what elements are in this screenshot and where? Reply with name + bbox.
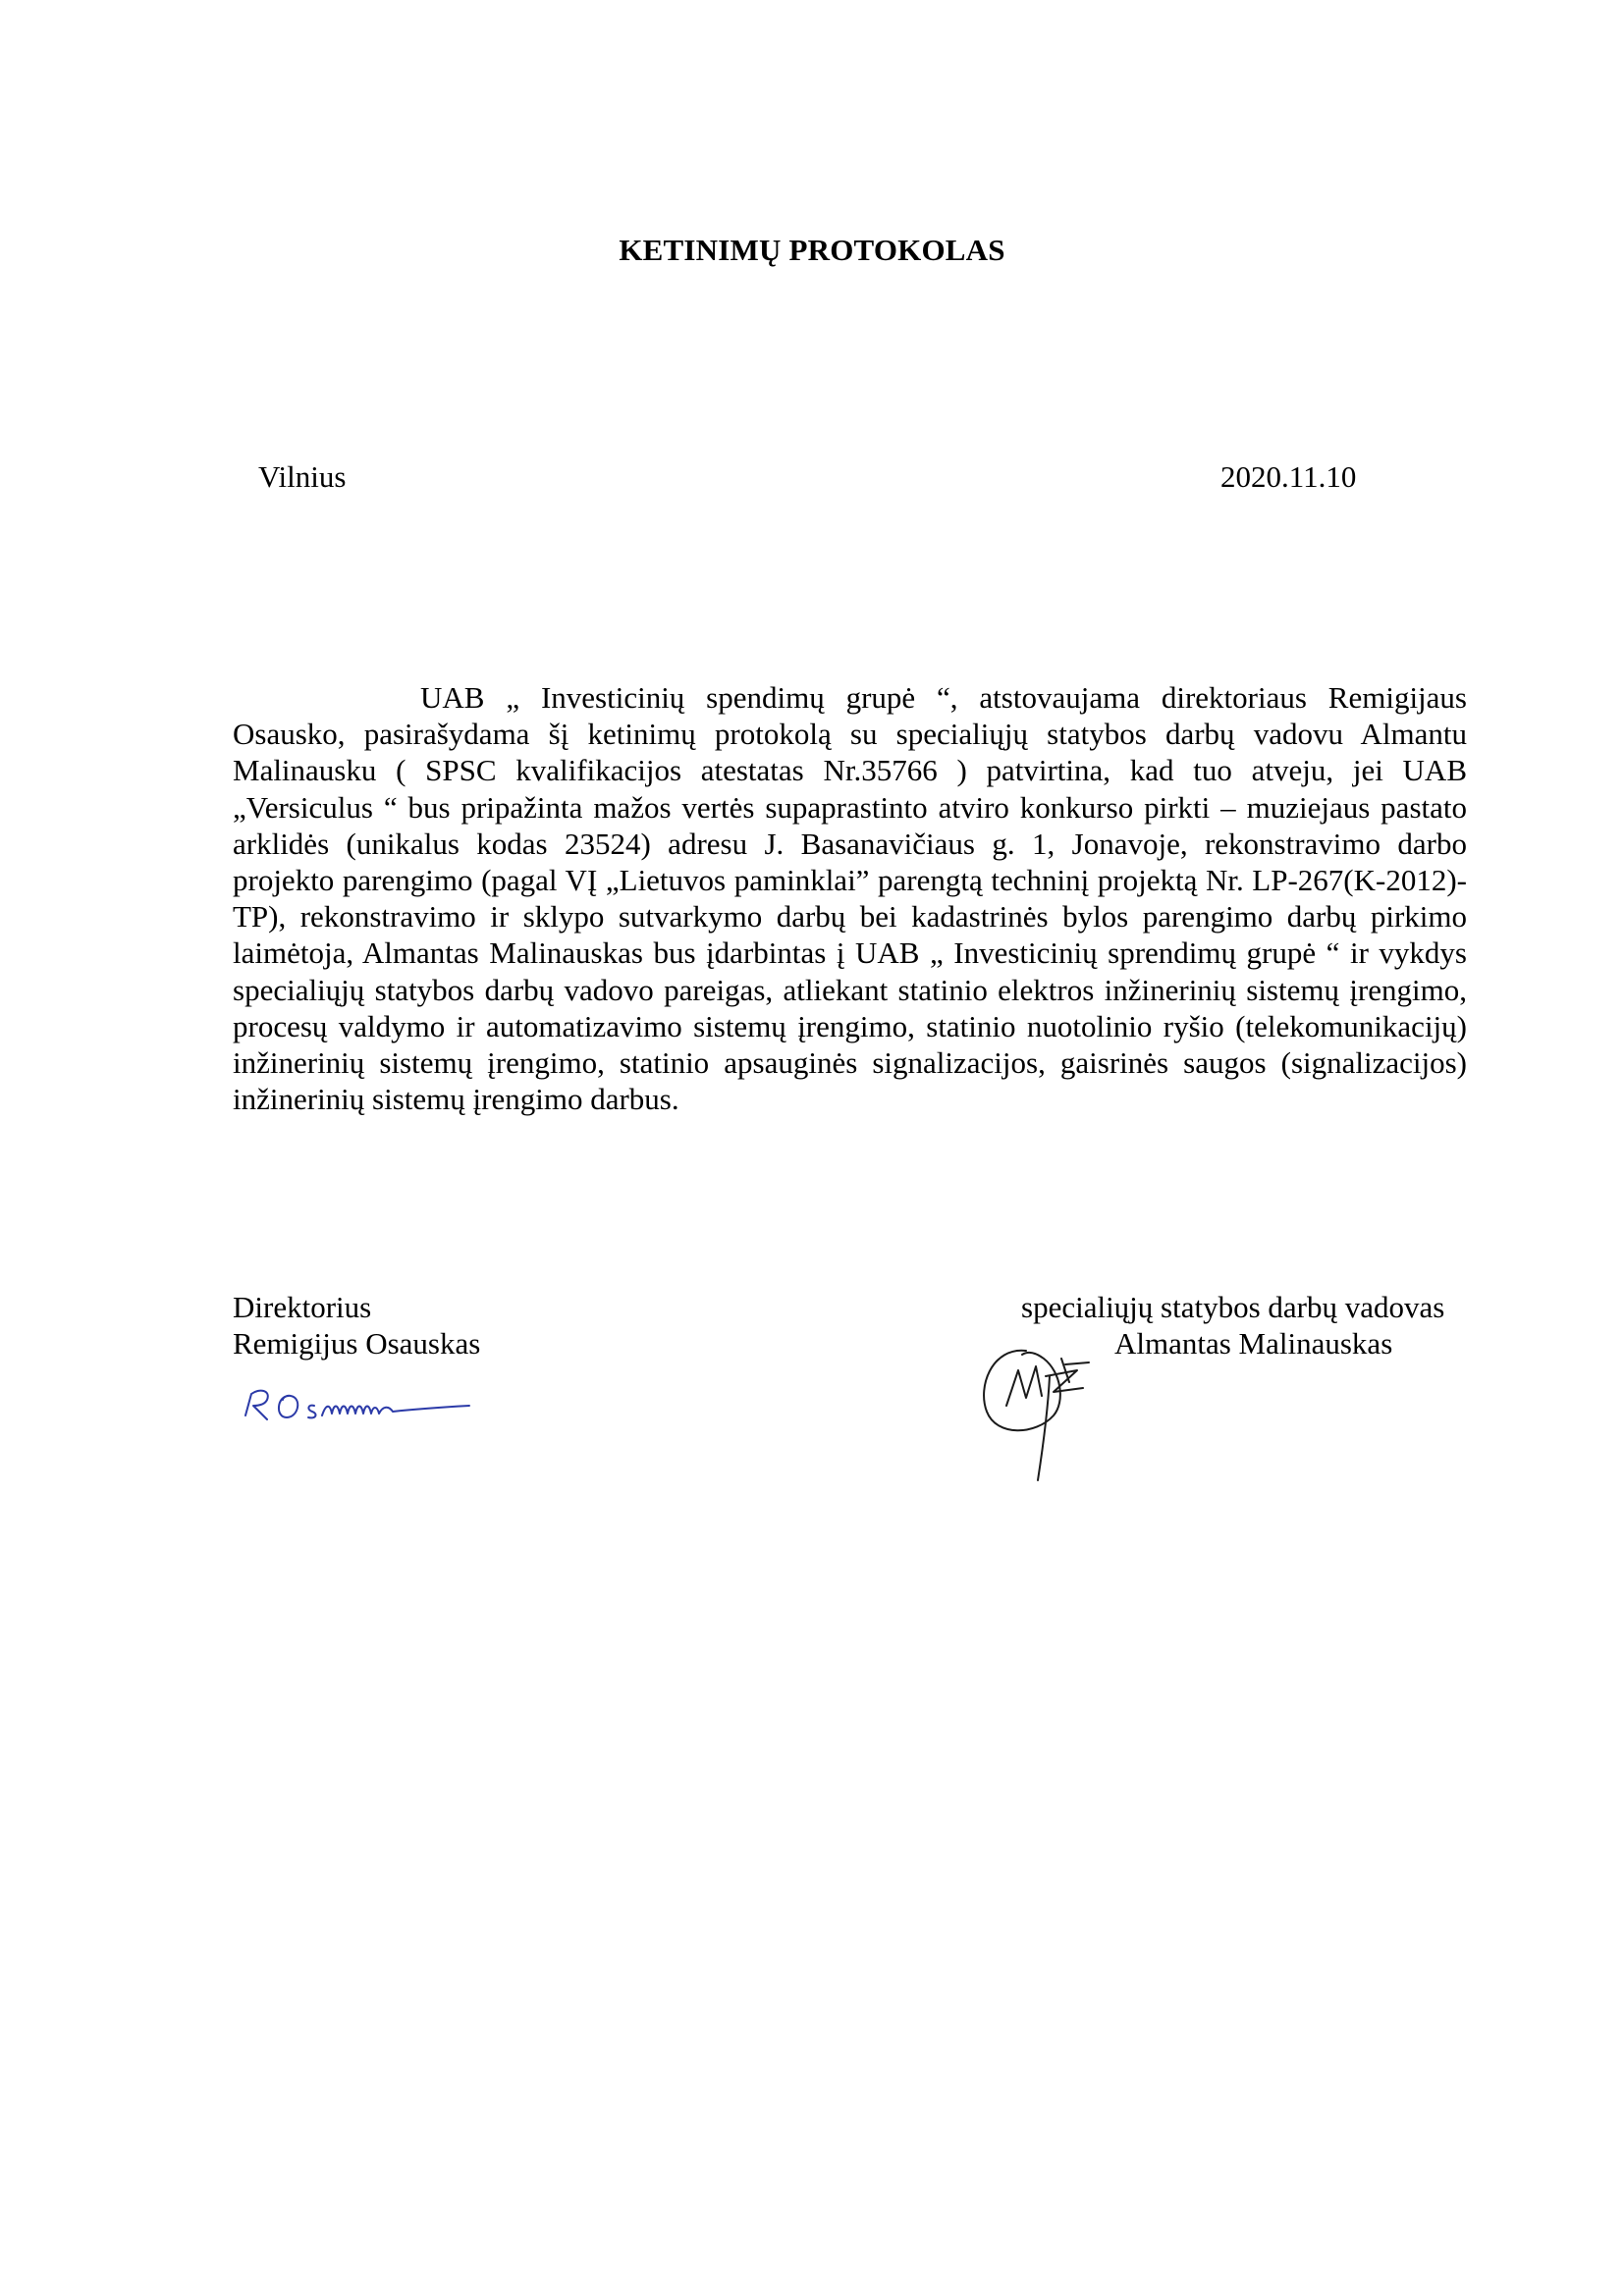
signatory-right-role: specialiųjų statybos darbų vadovas — [1021, 1290, 1445, 1324]
signature-right-image — [967, 1337, 1114, 1484]
document-title: KETINIMŲ PROTOKOLAS — [619, 233, 1005, 267]
signatory-left-name: Remigijus Osauskas — [233, 1326, 481, 1361]
signature-left-image — [238, 1376, 493, 1435]
signatory-right-name: Almantas Malinauskas — [1114, 1326, 1393, 1361]
document-date: 2020.11.10 — [1220, 459, 1357, 494]
signatory-left-role: Direktorius — [233, 1290, 372, 1324]
document-body: UAB „ Investicinių spendimų grupė “, atstovaujama direktoriaus Remigijaus Osausko, pasirašydama šį ketinimų protokolą su specialiųjų statybos darbų vadovu Almantu Malinausku ( SPSC kvalifikacijos atestatas Nr.35766 ) patvirtina, kad tuo atveju, jei UAB „Versiculus “ bus pripažinta mažos vertės supaprastinto atviro konkurso pirkti – muziejaus pastato arklidės (unikalus kodas 23524) adresu J. Basanavičiaus g. 1, Jonavoje, rekonstravimo darbo projekto parengimo (pagal VĮ „Lietuvos paminklai” parengtą techninį projektą Nr. LP-267(K-2012)-TP), rekonstravimo ir sklypo sutvarkymo darbų bei kadastrinės bylos parengimo darbų pirkimo laimėtoja, Almantas Malinauskas bus įdarbintas į UAB „ Investicinių sprendimų grupė “ ir vykdys specialiųjų statybos darbų vadovo pareigas, atliekant statinio elektros inžinerinių sistemų įrengimo, procesų valdymo ir automatizavimo sistemų įrengimo, statinio nuotolinio ryšio (telekomunikacijų) inžinerinių sistemų įrengimo, statinio apsauginės signalizacijos, gaisrinės saugos (signalizacijos) inžinerinių sistemų įrengimo darbus. — [233, 680, 1467, 1117]
signatory-left — [233, 1289, 480, 1362]
document-place: Vilnius — [258, 459, 347, 494]
